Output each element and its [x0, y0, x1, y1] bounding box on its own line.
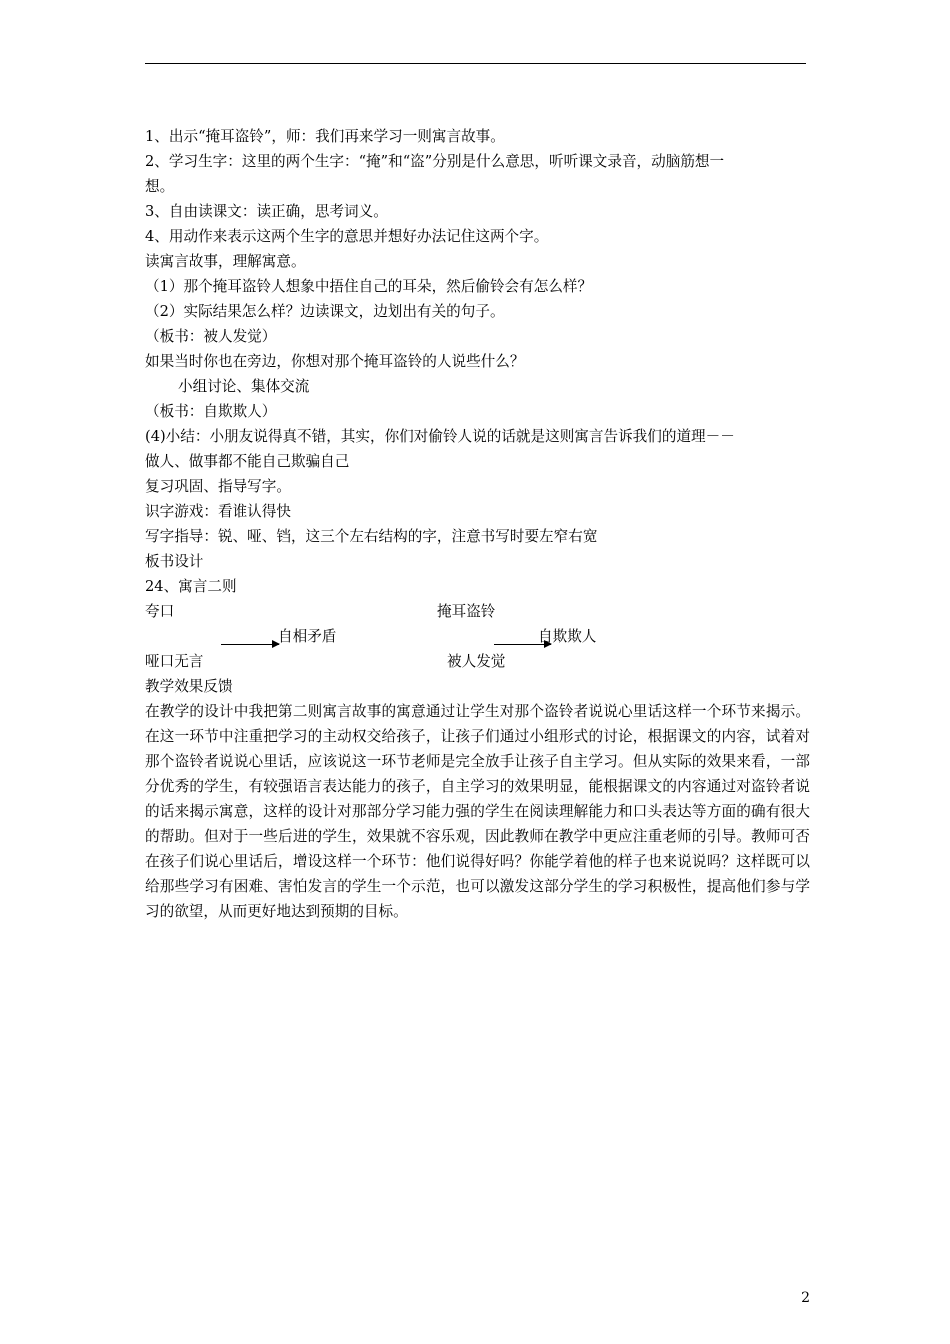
text-line: 4、用动作来表示这两个生字的意思并想好办法记住这两个字。: [145, 228, 549, 245]
section-heading: 板书设计: [145, 553, 204, 570]
text-line: 小组讨论、集体交流: [178, 378, 310, 395]
text-line: 2、学习生字：这里的两个生字：“掩”和“盗”分别是什么意思，听听课文录音，动脑筋想一: [145, 153, 725, 170]
text-line: 做人、做事都不能自己欺骗自己: [145, 453, 350, 470]
text-line: 3、自由读课文：读正确，思考词义。: [145, 203, 388, 220]
board-title: 24、寓言二则: [145, 578, 237, 595]
board-note: （板书：被人发觉）: [145, 328, 277, 345]
diagram-left-top: 夸口: [145, 603, 175, 620]
text-line: 如果当时你也在旁边，你想对那个掩耳盗铃的人说些什么？: [145, 353, 525, 370]
text-line: 1、出示“掩耳盗铃”，师：我们再来学习一则寓言故事。: [145, 128, 505, 145]
diagram-right-label: 自欺欺人: [538, 628, 597, 645]
section-heading: 教学效果反馈: [145, 678, 233, 695]
text-line: 想。: [145, 178, 175, 195]
diagram-right-bottom: 被人发觉: [447, 653, 506, 670]
diagram-left-bottom: 哑口无言: [145, 653, 204, 670]
text-line: (4)小结：小朋友说得真不错，其实，你们对偷铃人说的话就是这则寓言告诉我们的道理－－: [145, 428, 735, 445]
page-number: 2: [801, 1290, 810, 1306]
section-heading: 读寓言故事，理解寓意。: [145, 253, 306, 270]
text-line: 写字指导：锐、哑、铛，这三个左右结构的字，注意书写时要左窄右宽: [145, 528, 598, 545]
text-line: （2）实际结果怎么样？边读课文，边划出有关的句子。: [145, 303, 505, 320]
section-heading: 复习巩固、指导写字。: [145, 478, 291, 495]
board-note: （板书：自欺欺人）: [145, 403, 277, 420]
text-line: （1）那个掩耳盗铃人想象中捂住自己的耳朵，然后偷铃会有怎么样？: [145, 278, 593, 295]
header-rule: [145, 63, 806, 64]
diagram-right-top: 掩耳盗铃: [437, 603, 496, 620]
diagram-left-label: 自相矛盾: [278, 628, 337, 645]
arrow-right-icon: [221, 644, 279, 645]
document-body: [145, 124, 810, 924]
feedback-paragraph: 在教学的设计中我把第二则寓言故事的寓意通过让学生对那个盗铃者说说心里话这样一个环节来揭示。在这一环节中注重把学习的主动权交给孩子，让孩子们通过小组形式的讨论，根据课文的内容，试着对那个盗铃者说说心里话，应该说这一环节老师是完全放手让孩子自主学习。但从实际的效果来看，一部分优秀的学生，有较强语言表达能力的孩子，自主学习的效果明显，能根据课文的内容通过对盗铃者说的话来揭示寓意，这样的设计对那部分学习能力强的学生在阅读理解能力和口头表达等方面的确有很大的帮助。但对于一些后进的学生，效果就不容乐观，因此教师在教学中更应注重老师的引导。教师可否在孩子们说心里话后，增设这样一个环节：他们说得好吗？你能学着他的样子也来说说吗？这样既可以给那些学习有困难、害怕发言的学生一个示范，也可以激发这部分学生的学习积极性，提高他们参与学习的欲望，从而更好地达到预期的目标。: [145, 703, 810, 920]
text-line: 识字游戏：看谁认得快: [145, 503, 291, 520]
board-design-diagram: [145, 599, 810, 674]
